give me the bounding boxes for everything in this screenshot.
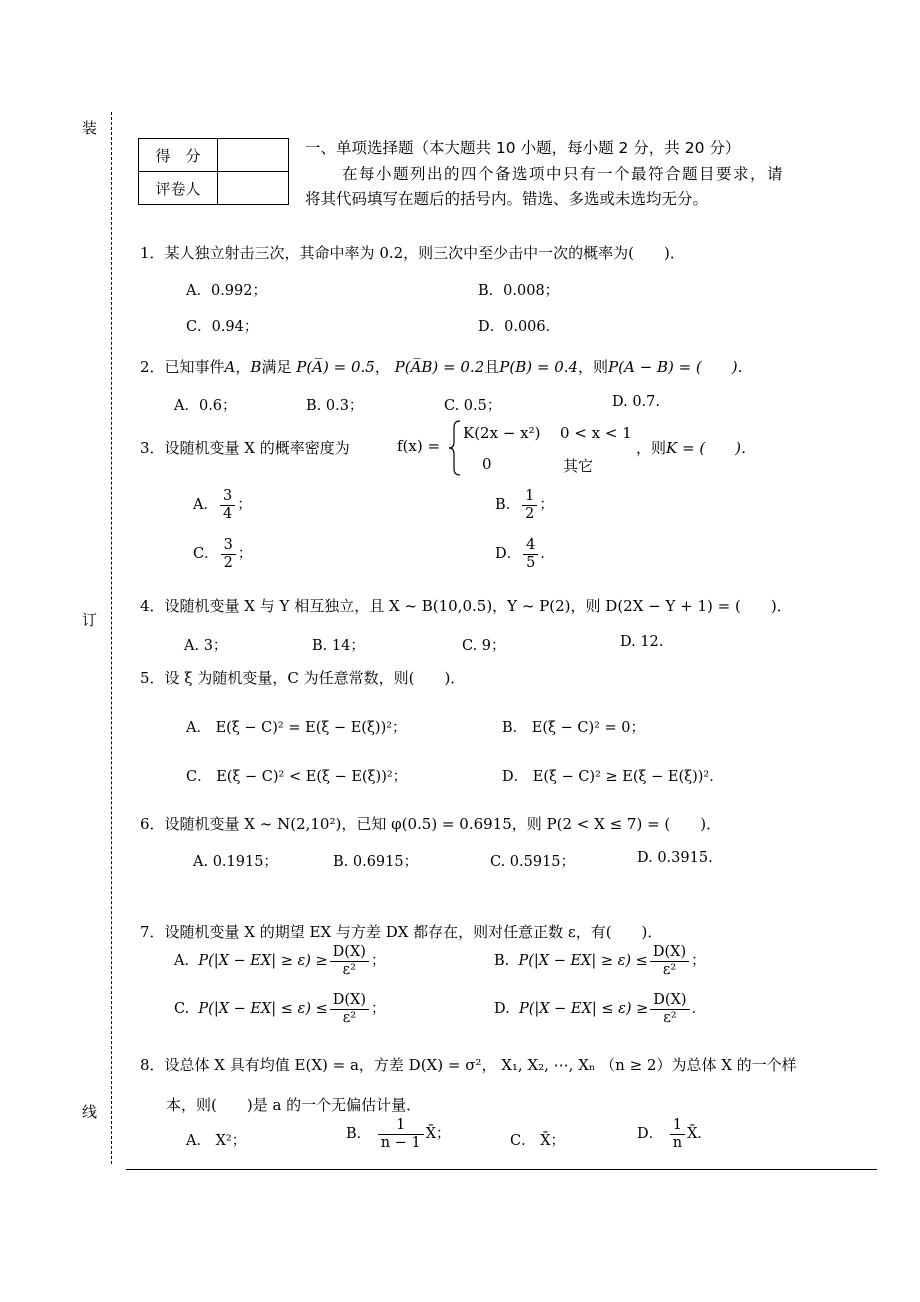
q1-option-b: B．0.008； xyxy=(478,283,560,299)
q2-event-b: B xyxy=(250,358,262,376)
q6-stem: 6．设随机变量 X ~ N(2,10²)，已知 φ(0.5) = 0.6915，则 P(2 < X ≤ 7) = ( )． xyxy=(140,815,722,833)
q8-d-num: 1 xyxy=(670,1117,685,1135)
score-label: 得 分 xyxy=(139,139,218,172)
q7-d-num: D(X) xyxy=(650,992,689,1010)
q3-option-c-label: C． xyxy=(193,546,219,563)
q3-option-b xyxy=(495,488,554,522)
q2-satisfy: 满足 xyxy=(261,358,292,376)
q8-line-2: 本，则( )是 a 的一个无偏估计量． xyxy=(166,1096,422,1114)
q4-stem: 4．设随机变量 X 与 Y 相互独立，且 X ~ B(10,0.5)，Y ~ P(2)，则 D(2X − Y + 1) = ( )． xyxy=(140,597,792,615)
q3-c-den: 2 xyxy=(223,554,233,571)
q1-option-d: D．0.006． xyxy=(478,319,561,335)
q7-a-tail: ； xyxy=(370,953,386,970)
q2-option-a: A．0.6； xyxy=(174,398,237,414)
q2-stem-pre: 2．已知事件 xyxy=(140,358,225,376)
section-instruction-1: 在每小题列出的四个备选项中只有一个最符合题目要求，请 xyxy=(342,165,785,183)
q2-expr-4: P(A − B) = ( )． xyxy=(608,358,753,376)
binding-dashed-line xyxy=(111,112,112,1164)
q7-a-label: A. xyxy=(174,953,190,970)
q3-fx: f(x) = xyxy=(397,437,441,455)
q7-option-c xyxy=(174,992,386,1026)
q7-d-den: ε² xyxy=(663,1009,677,1026)
q5-option-d: D． E(ξ − C)² ≥ E(ξ − E(ξ))²． xyxy=(502,769,724,785)
q8-d-frac xyxy=(670,1117,685,1151)
q6-option-a: A. 0.1915； xyxy=(193,854,278,870)
q2-then: ，则 xyxy=(578,358,609,376)
q5-option-a: A． E(ξ − C)² = E(ξ − E(ξ))²； xyxy=(186,720,407,736)
q2-comma-2: ， xyxy=(374,358,390,376)
q3-option-b-frac xyxy=(522,488,537,522)
q3-option-a-frac xyxy=(220,488,235,522)
q3-option-c xyxy=(193,537,252,571)
q7-a-frac xyxy=(330,944,369,978)
q5-option-b: B． E(ξ − C)² = 0； xyxy=(502,720,646,736)
q3-case1-expr: K(2x − x²) xyxy=(463,424,541,442)
q7-option-b xyxy=(494,944,706,978)
q3-d-num: 4 xyxy=(523,537,538,555)
q7-option-d xyxy=(494,992,706,1026)
q6-option-c: C. 0.5915； xyxy=(490,854,576,870)
q7-a-expr: P(|X − EX| ≥ ε) ≥ xyxy=(198,953,328,970)
q3-then: ，则 xyxy=(636,439,667,457)
q6-option-b: B. 0.6915； xyxy=(333,854,419,870)
q2-option-b: B. 0.3； xyxy=(306,398,364,414)
q3-d-tail: ． xyxy=(540,546,555,563)
q3-option-d-label: D． xyxy=(495,546,522,563)
q7-b-tail: ； xyxy=(691,953,706,970)
q7-a-den: ε² xyxy=(342,961,356,978)
binding-char-xian: 线 xyxy=(82,1103,98,1121)
q3-option-d-frac xyxy=(523,537,538,571)
q8-option-a: A． X²； xyxy=(186,1133,247,1149)
q8-d-label: D． xyxy=(637,1126,664,1143)
q7-a-num: D(X) xyxy=(330,944,369,962)
q7-stem: 7．设随机变量 X 的期望 EX 与方差 DX 都存在，则对任意正数 ε，有( )． xyxy=(140,923,663,941)
q5-stem: 5．设 ξ 为随机变量，C 为任意常数，则( )． xyxy=(140,669,466,687)
q2-and: 且 xyxy=(484,358,500,376)
q8-option-b xyxy=(346,1117,451,1151)
q2-expr-3: P(B) = 0.4 xyxy=(499,358,579,376)
q3-case2-cond: 其它 xyxy=(563,457,594,475)
q3-d-den: 5 xyxy=(526,554,536,571)
q8-b-frac xyxy=(378,1117,424,1151)
q7-d-expr: P(|X − EX| ≤ ε) ≥ xyxy=(518,1001,649,1018)
q3-case2-expr: 0 xyxy=(482,455,492,473)
q3-tail xyxy=(636,437,756,458)
q2-event-a: A xyxy=(224,358,236,376)
q3-option-a-label: A． xyxy=(193,497,218,514)
q7-d-label: D. xyxy=(494,1001,510,1018)
q7-c-frac xyxy=(330,992,369,1026)
q4-option-b: B. 14； xyxy=(312,638,365,654)
q3-stem-pre: 3．设随机变量 X 的概率密度为 xyxy=(140,439,350,457)
q3-option-a xyxy=(193,488,252,522)
q3-b-tail: ； xyxy=(539,497,554,514)
q1-option-a: A．0.992； xyxy=(186,283,267,299)
binding-char-zhuang: 装 xyxy=(82,119,98,137)
q8-b-label: B． xyxy=(346,1126,372,1143)
q2-expr-2: P(A̅B) = 0.2 xyxy=(394,358,485,376)
q2-comma: ， xyxy=(235,358,251,376)
q3-k: K = ( )． xyxy=(666,439,757,457)
q4-option-d: D. 12. xyxy=(620,634,664,650)
q1-stem: 1．某人独立射击三次，其命中率为 0.2，则三次中至少击中一次的概率为( )． xyxy=(140,244,685,262)
q1-option-c: C．0.94； xyxy=(186,319,259,335)
q8-b-tail: X̄； xyxy=(425,1126,451,1143)
q3-option-d xyxy=(495,537,555,571)
q7-c-den: ε² xyxy=(342,1009,357,1026)
q3-option-c-frac xyxy=(221,537,236,571)
q3-a-den: 4 xyxy=(222,505,233,522)
q8-d-tail: X̄． xyxy=(687,1126,712,1143)
q7-b-den: ε² xyxy=(662,961,677,978)
q7-d-frac xyxy=(650,992,689,1026)
section-title: 一、单项选择题（本大题共 10 小题，每小题 2 分，共 20 分） xyxy=(305,139,741,157)
score-cell xyxy=(218,139,289,172)
q3-b-den: 2 xyxy=(525,505,535,522)
q7-c-tail: ； xyxy=(371,1001,386,1018)
q3-c-tail: ； xyxy=(237,546,253,563)
q8-option-c: C． X̄； xyxy=(510,1133,566,1149)
q2-option-d: D. 0.7. xyxy=(612,394,660,410)
q3-c-num: 3 xyxy=(221,537,236,555)
grader-label: 评卷人 xyxy=(139,172,218,205)
q7-b-expr: P(|X − EX| ≥ ε) ≤ xyxy=(518,953,648,970)
q7-c-expr: P(|X − EX| ≤ ε) ≤ xyxy=(198,1001,328,1018)
q4-option-a: A. 3； xyxy=(184,638,228,654)
q2-option-c: C. 0.5； xyxy=(444,398,502,414)
q7-d-tail: ． xyxy=(691,1001,707,1018)
q3-a-tail: ； xyxy=(237,497,252,514)
q8-option-d xyxy=(637,1117,712,1151)
score-table xyxy=(138,138,289,205)
q4-option-c: C. 9； xyxy=(462,638,506,654)
q3-case1-cond: 0 < x < 1 xyxy=(560,424,632,442)
q8-d-den: n xyxy=(672,1134,683,1151)
q7-option-a xyxy=(174,944,385,978)
q3-a-num: 3 xyxy=(220,488,235,506)
grader-cell xyxy=(218,172,289,205)
q8-b-num: 1 xyxy=(378,1117,424,1135)
q2-stem xyxy=(140,356,753,377)
q3-brace xyxy=(448,419,462,477)
q5-option-c: C． E(ξ − C)² < E(ξ − E(ξ))²； xyxy=(186,769,408,785)
q3-b-num: 1 xyxy=(522,488,537,506)
q7-b-label: B. xyxy=(494,953,510,970)
binding-char-ding: 订 xyxy=(82,611,98,629)
q8-b-den: n − 1 xyxy=(380,1134,421,1151)
q8-line-1: 8．设总体 X 具有均值 E(X) = a，方差 D(X) = σ²， X₁, X₂, ⋯, Xₙ （n ≥ 2）为总体 X 的一个样 xyxy=(140,1056,797,1074)
section-instruction-2: 将其代码填写在题后的括号内。错选、多选或未选均无分。 xyxy=(305,190,709,208)
q3-option-b-label: B． xyxy=(495,497,521,514)
q7-c-label: C. xyxy=(174,1001,190,1018)
bottom-rule xyxy=(126,1169,877,1170)
q7-b-frac xyxy=(650,944,689,978)
q6-option-d: D. 0.3915. xyxy=(637,850,713,866)
q7-c-num: D(X) xyxy=(330,992,369,1010)
q7-b-num: D(X) xyxy=(650,944,689,962)
q2-expr-1: P(A̅) = 0.5 xyxy=(296,358,375,376)
